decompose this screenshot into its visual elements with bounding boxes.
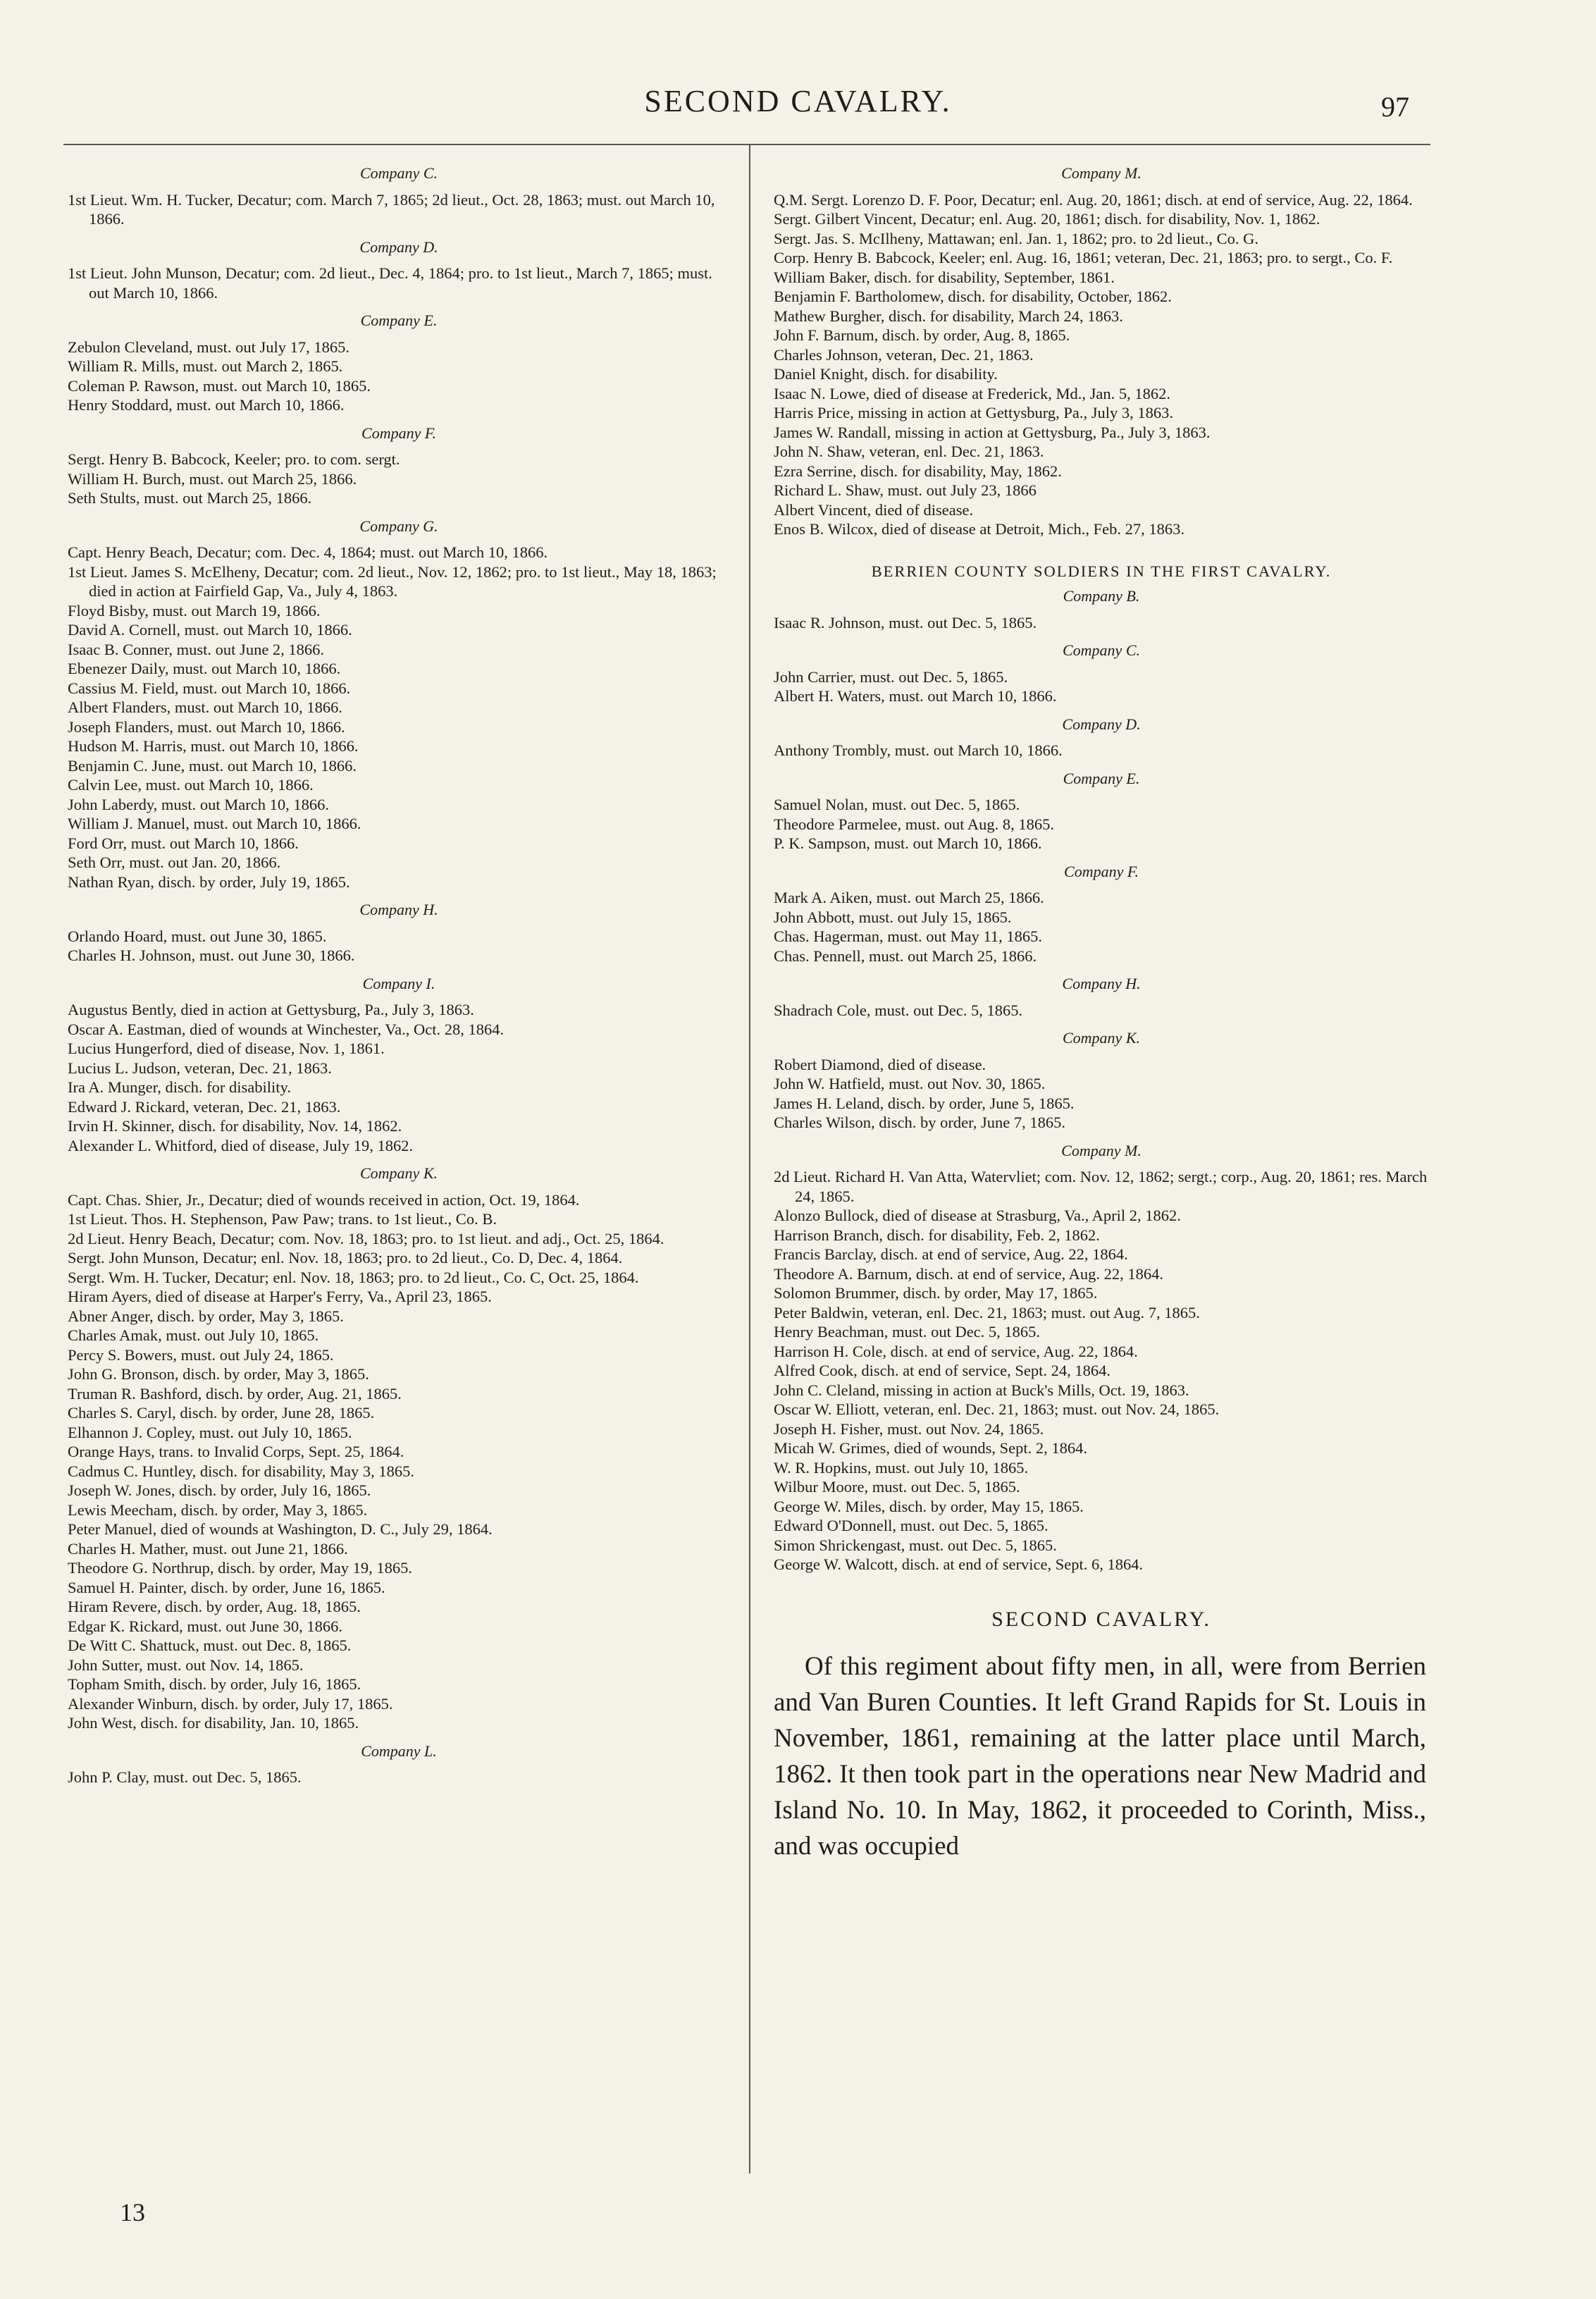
roster-entry: John Abbott, must. out July 15, 1865. bbox=[774, 908, 1012, 926]
roster-entry: Theodore Parmelee, must. out Aug. 8, 1865. bbox=[774, 815, 1055, 833]
roster-entry: Samuel Nolan, must. out Dec. 5, 1865. bbox=[774, 796, 1020, 813]
roster-entry: Joseph Flanders, must. out March 10, 1866. bbox=[68, 717, 345, 736]
roster-entry: John Laberdy, must. out March 10, 1866. bbox=[68, 795, 329, 813]
roster-entry: Hiram Revere, disch. by order, Aug. 18, 1865. bbox=[68, 1598, 361, 1615]
roster-entry: Sergt. Gilbert Vincent, Decatur; enl. Aug. 20, 1861; disch. for disability, Nov. 1, 1862. bbox=[774, 210, 1320, 228]
roster-entry: John G. Bronson, disch. by order, May 3, 1865. bbox=[68, 1365, 369, 1383]
roster-entry: Isaac B. Conner, must. out June 2, 1866. bbox=[68, 640, 325, 658]
roster-entry: Mark A. Aiken, must. out March 25, 1866. bbox=[774, 889, 1044, 906]
roster-entry: Chas. Pennell, must. out March 25, 1866. bbox=[774, 947, 1037, 965]
roster-entry: Edward O'Donnell, must. out Dec. 5, 1865. bbox=[774, 1517, 1048, 1534]
roster-entry: George W. Walcott, disch. at end of service, Sept. 6, 1864. bbox=[774, 1555, 1144, 1573]
roster-entry: Ira A. Munger, disch. for disability. bbox=[68, 1078, 291, 1096]
roster-entry: Floyd Bisby, must. out March 19, 1866. bbox=[68, 601, 321, 620]
roster-entry: Seth Orr, must. out Jan. 20, 1866. bbox=[68, 853, 281, 871]
roster-entry: Irvin H. Skinner, disch. for disability, Nov. 14, 1862. bbox=[68, 1117, 402, 1135]
roster-entry: Cassius M. Field, must. out March 10, 1866. bbox=[68, 679, 351, 697]
roster-entry: John West, disch. for disability, Jan. 10, 1865. bbox=[68, 1714, 359, 1732]
running-title: SECOND CAVALRY. bbox=[644, 84, 952, 118]
company-heading: Company D. bbox=[359, 238, 438, 256]
roster-entry: W. R. Hopkins, must. out July 10, 1865. bbox=[774, 1458, 1029, 1477]
company-heading: Company K. bbox=[1063, 1029, 1140, 1047]
roster-entry: James W. Randall, missing in action at Gettysburg, Pa., July 3, 1863. bbox=[774, 423, 1211, 441]
roster-entry: Lucius Hungerford, died of disease, Nov. 1, 1861. bbox=[68, 1040, 385, 1057]
company-heading: Company D. bbox=[1062, 715, 1141, 733]
second-cavalry-history-paragraph: Of this regiment about fifty men, in all, were from Berrien and Van Buren Counties. It left Grand Rapids for St. Louis in November, 1861, remaining at the latter place until March, 1862. It then took part in the operations near New Madrid and Island No. 10. In May, 1862, it proceeded to Corinth, Miss., and was occupied bbox=[774, 1652, 1426, 1861]
page-number: 97 bbox=[1381, 91, 1409, 123]
roster-entry: John Carrier, must. out Dec. 5, 1865. bbox=[774, 667, 1008, 686]
roster-entry: William H. Burch, must. out March 25, 1866. bbox=[68, 469, 357, 488]
roster-entry: 2d Lieut. Richard H. Van Atta, Watervliet; com. Nov. 12, 1862; sergt.; corp., Aug. 20, 1861; res. March 24, 1865. bbox=[774, 1168, 1428, 1205]
roster-entry: P. K. Sampson, must. out March 10, 1866. bbox=[774, 834, 1042, 852]
roster-entry: John P. Clay, must. out Dec. 5, 1865. bbox=[68, 1768, 302, 1786]
roster-entry: Benjamin F. Bartholomew, disch. for disability, October, 1862. bbox=[774, 288, 1172, 305]
header-rule bbox=[63, 144, 1430, 145]
roster-entry: Francis Barclay, disch. at end of service, Aug. 22, 1864. bbox=[774, 1245, 1128, 1263]
company-heading: Company M. bbox=[1061, 1141, 1142, 1159]
roster-entry: Anthony Trombly, must. out March 10, 1866. bbox=[774, 741, 1063, 759]
second-cavalry-heading: SECOND CAVALRY. bbox=[991, 1607, 1211, 1631]
roster-entry: Sergt. Jas. S. McIlheny, Mattawan; enl. Jan. 1, 1862; pro. to 2d lieut., Co. G. bbox=[774, 229, 1259, 247]
roster-entry: Alexander Winburn, disch. by order, July 17, 1865. bbox=[68, 1694, 393, 1713]
roster-entry: Chas. Hagerman, must. out May 11, 1865. bbox=[774, 927, 1042, 945]
roster-entry: Henry Stoddard, must. out March 10, 1866. bbox=[68, 396, 345, 414]
company-heading: Company C. bbox=[1063, 641, 1140, 659]
roster-entry: Edward J. Rickard, veteran, Dec. 21, 1863. bbox=[68, 1097, 341, 1116]
company-heading: Company G. bbox=[359, 517, 438, 535]
roster-entry: Ebenezer Daily, must. out March 10, 1866. bbox=[68, 660, 341, 677]
roster-entry: Q.M. Sergt. Lorenzo D. F. Poor, Decatur; enl. Aug. 20, 1861; disch. at end of service, Aug. 22, 1864. bbox=[774, 190, 1413, 209]
roster-entry: Alonzo Bullock, died of disease at Strasburg, Va., April 2, 1862. bbox=[774, 1207, 1181, 1224]
roster-entry: Harris Price, missing in action at Gettysburg, Pa., July 3, 1863. bbox=[774, 404, 1174, 421]
roster-entry: Oscar A. Eastman, died of wounds at Winchester, Va., Oct. 28, 1864. bbox=[68, 1020, 505, 1038]
roster-entry: Charles Wilson, disch. by order, June 7, 1865. bbox=[774, 1114, 1065, 1131]
roster-entry: Albert Flanders, must. out March 10, 1866. bbox=[68, 698, 342, 716]
roster-entry: Cadmus C. Huntley, disch. for disability, May 3, 1865. bbox=[68, 1462, 415, 1480]
roster-entry: Charles Johnson, veteran, Dec. 21, 1863. bbox=[774, 345, 1034, 364]
roster-entry: Orlando Hoard, must. out June 30, 1865. bbox=[68, 927, 327, 945]
first-cavalry-roster bbox=[774, 586, 1429, 1574]
roster-entry: 1st Lieut. James S. McElheny, Decatur; com. 2d lieut., Nov. 12, 1862; pro. to 1st lieut., May 18, 1863; died in action at Fairfield Gap, Va., July 4, 1863. bbox=[68, 562, 717, 600]
roster-entry: Peter Manuel, died of wounds at Washington, D. C., July 29, 1864. bbox=[68, 1520, 493, 1538]
roster-entry: 1st Lieut. John Munson, Decatur; com. 2d lieut., Dec. 4, 1864; pro. to 1st lieut., March 7, 1865; must. out March 10, 1866. bbox=[68, 264, 712, 302]
roster-entry: Capt. Chas. Shier, Jr., Decatur; died of wounds received in action, Oct. 19, 1864. bbox=[68, 1190, 580, 1209]
roster-entry: James H. Leland, disch. by order, June 5, 1865. bbox=[774, 1094, 1075, 1112]
second-cavalry-company-m-roster bbox=[774, 164, 1429, 539]
roster-entry: Orange Hays, trans. to Invalid Corps, Sept. 25, 1864. bbox=[68, 1443, 404, 1460]
roster-entry: John N. Shaw, veteran, enl. Dec. 21, 1863. bbox=[774, 443, 1044, 460]
roster-entry: Sergt. Wm. H. Tucker, Decatur; enl. Nov. 18, 1863; pro. to 2d lieut., Co. C, Oct. 25, 1864. bbox=[68, 1268, 639, 1286]
company-heading: Company F. bbox=[1064, 862, 1139, 880]
roster-entry: Enos B. Wilcox, died of disease at Detroit, Mich., Feb. 27, 1863. bbox=[774, 520, 1184, 538]
roster-entry: Samuel H. Painter, disch. by order, June 16, 1865. bbox=[68, 1578, 385, 1596]
roster-entry: Charles H. Johnson, must. out June 30, 1866. bbox=[68, 947, 355, 964]
roster-entry: Lewis Meecham, disch. by order, May 3, 1865. bbox=[68, 1500, 368, 1519]
roster-entry: Simon Shrickengast, must. out Dec. 5, 1865. bbox=[774, 1536, 1057, 1554]
roster-entry: Alexander L. Whitford, died of disease, July 19, 1862. bbox=[68, 1136, 414, 1154]
roster-entry: Augustus Bently, died in action at Gettysburg, Pa., July 3, 1863. bbox=[68, 1001, 474, 1018]
roster-entry: David A. Cornell, must. out March 10, 1866. bbox=[68, 621, 352, 639]
company-heading: Company I. bbox=[362, 974, 435, 992]
roster-entry: Joseph H. Fisher, must. out Nov. 24, 1865. bbox=[774, 1419, 1044, 1438]
roster-entry: Seth Stults, must. out March 25, 1866. bbox=[68, 489, 312, 507]
roster-entry: Coleman P. Rawson, must. out March 10, 1865. bbox=[68, 376, 371, 395]
roster-entry: William Baker, disch. for disability, September, 1861. bbox=[774, 268, 1115, 286]
roster-entry: Isaac N. Lowe, died of disease at Frederick, Md., Jan. 5, 1862. bbox=[774, 384, 1170, 402]
roster-entry: Capt. Henry Beach, Decatur; com. Dec. 4, 1864; must. out March 10, 1866. bbox=[68, 543, 548, 561]
roster-entry: John W. Hatfield, must. out Nov. 30, 1865. bbox=[774, 1075, 1046, 1092]
roster-entry: Calvin Lee, must. out March 10, 1866. bbox=[68, 776, 314, 794]
roster-entry: Nathan Ryan, disch. by order, July 19, 1865. bbox=[68, 873, 350, 891]
roster-entry: Benjamin C. June, must. out March 10, 1866. bbox=[68, 756, 357, 775]
roster-entry: Harrison Branch, disch. for disability, Feb. 2, 1862. bbox=[774, 1226, 1100, 1244]
roster-entry: Ford Orr, must. out March 10, 1866. bbox=[68, 834, 299, 852]
roster-entry: Daniel Knight, disch. for disability. bbox=[774, 365, 998, 383]
roster-entry: Richard L. Shaw, must. out July 23, 1866 bbox=[774, 481, 1037, 499]
roster-entry: Theodore A. Barnum, disch. at end of service, Aug. 22, 1864. bbox=[774, 1264, 1164, 1283]
roster-entry: George W. Miles, disch. by order, May 15, 1865. bbox=[774, 1497, 1084, 1515]
roster-entry: Peter Baldwin, veteran, enl. Dec. 21, 1863; must. out Aug. 7, 1865. bbox=[774, 1303, 1200, 1321]
roster-entry: Edgar K. Rickard, must. out June 30, 1866. bbox=[68, 1617, 342, 1635]
roster-entry: Percy S. Bowers, must. out July 24, 1865. bbox=[68, 1345, 334, 1364]
roster-entry: Oscar W. Elliott, veteran, enl. Dec. 21, 1863; must. out Nov. 24, 1865. bbox=[774, 1400, 1220, 1418]
roster-entry: Micah W. Grimes, died of wounds, Sept. 2, 1864. bbox=[774, 1439, 1087, 1457]
roster-entry: De Witt C. Shattuck, must. out Dec. 8, 1865. bbox=[68, 1637, 352, 1654]
roster-entry: William J. Manuel, must. out March 10, 1866. bbox=[68, 815, 361, 832]
roster-entry: Corp. Henry B. Babcock, Keeler; enl. Aug. 16, 1861; veteran, Dec. 21, 1863; pro. to sergt., Co. F. bbox=[774, 249, 1393, 266]
roster-entry: Topham Smith, disch. by order, July 16, 1865. bbox=[68, 1675, 361, 1693]
roster-entry: Robert Diamond, died of disease. bbox=[774, 1055, 986, 1073]
column-divider bbox=[749, 144, 750, 2174]
roster-entry: Mathew Burgher, disch. for disability, March 24, 1863. bbox=[774, 307, 1123, 325]
company-heading: Company H. bbox=[1062, 975, 1141, 992]
roster-entry: Abner Anger, disch. by order, May 3, 1865. bbox=[68, 1307, 344, 1325]
company-heading: Company K. bbox=[360, 1164, 438, 1182]
roster-entry: Truman R. Bashford, disch. by order, Aug. 21, 1865. bbox=[68, 1384, 402, 1403]
roster-entry: Harrison H. Cole, disch. at end of service, Aug. 22, 1864. bbox=[774, 1342, 1138, 1360]
company-heading: Company L. bbox=[361, 1742, 437, 1760]
company-heading: Company F. bbox=[361, 424, 436, 442]
roster-entry: Charles S. Caryl, disch. by order, June 28, 1865. bbox=[68, 1404, 375, 1422]
page-header bbox=[0, 83, 1596, 132]
roster-entry: Hudson M. Harris, must. out March 10, 1866. bbox=[68, 737, 359, 755]
roster-entry: Elhannon J. Copley, must. out July 10, 1865. bbox=[68, 1423, 352, 1441]
roster-entry: Isaac R. Johnson, must. out Dec. 5, 1865. bbox=[774, 613, 1037, 631]
right-column bbox=[774, 164, 1429, 1864]
roster-entry: Hiram Ayers, died of disease at Harper's Ferry, Va., April 23, 1865. bbox=[68, 1288, 492, 1305]
roster-entry: Albert H. Waters, must. out March 10, 1866. bbox=[774, 687, 1057, 705]
first-cavalry-heading: BERRIEN COUNTY SOLDIERS IN THE FIRST CAVALRY. bbox=[871, 562, 1332, 580]
company-heading: Company B. bbox=[1063, 587, 1140, 605]
roster-entry: Theodore G. Northrup, disch. by order, May 19, 1865. bbox=[68, 1559, 413, 1577]
roster-entry: Ezra Serrine, disch. for disability, May, 1862. bbox=[774, 462, 1062, 480]
roster-entry: 2d Lieut. Henry Beach, Decatur; com. Nov. 18, 1863; pro. to 1st lieut. and adj., Oct. 25, 1864. bbox=[68, 1229, 664, 1247]
roster-entry: Sergt. John Munson, Decatur; enl. Nov. 18, 1863; pro. to 2d lieut., Co. D, Dec. 4, 1864. bbox=[68, 1249, 623, 1266]
roster-entry: Sergt. Henry B. Babcock, Keeler; pro. to com. sergt. bbox=[68, 450, 400, 468]
company-heading: Company M. bbox=[1061, 164, 1142, 182]
roster-entry: John C. Cleland, missing in action at Buck's Mills, Oct. 19, 1863. bbox=[774, 1381, 1189, 1399]
roster-entry: Lucius L. Judson, veteran, Dec. 21, 1863. bbox=[68, 1059, 332, 1077]
roster-entry: Solomon Brummer, disch. by order, May 17, 1865. bbox=[774, 1284, 1098, 1302]
signature-mark: 13 bbox=[120, 2198, 145, 2226]
company-heading: Company H. bbox=[359, 901, 438, 918]
roster-entry: Charles Amak, must. out July 10, 1865. bbox=[68, 1326, 319, 1344]
roster-entry: Shadrach Cole, must. out Dec. 5, 1865. bbox=[774, 1001, 1023, 1019]
roster-entry: William R. Mills, must. out March 2, 1865. bbox=[68, 357, 343, 375]
roster-entry: Zebulon Cleveland, must. out July 17, 1865. bbox=[68, 338, 349, 356]
roster-entry: Henry Beachman, must. out Dec. 5, 1865. bbox=[774, 1323, 1041, 1340]
company-heading: Company C. bbox=[360, 164, 438, 182]
left-column bbox=[68, 164, 730, 1787]
company-heading: Company E. bbox=[360, 312, 438, 329]
roster-entry: John Sutter, must. out Nov. 14, 1865. bbox=[68, 1656, 304, 1674]
roster-entry: Albert Vincent, died of disease. bbox=[774, 500, 974, 519]
roster-entry: 1st Lieut. Thos. H. Stephenson, Paw Paw; trans. to 1st lieut., Co. B. bbox=[68, 1210, 497, 1228]
roster-entry: Joseph W. Jones, disch. by order, July 16, 1865. bbox=[68, 1481, 371, 1499]
roster-entry: Charles H. Mather, must. out June 21, 1866. bbox=[68, 1539, 348, 1558]
company-heading: Company E. bbox=[1063, 769, 1140, 787]
roster-entry: John F. Barnum, disch. by order, Aug. 8, 1865. bbox=[774, 326, 1070, 344]
roster-entry: Wilbur Moore, must. out Dec. 5, 1865. bbox=[774, 1478, 1020, 1496]
roster-entry: Alfred Cook, disch. at end of service, Sept. 24, 1864. bbox=[774, 1362, 1111, 1379]
roster-entry: 1st Lieut. Wm. H. Tucker, Decatur; com. March 7, 1865; 2d lieut., Oct. 28, 1863; must. out March 10, 1866. bbox=[68, 190, 715, 228]
